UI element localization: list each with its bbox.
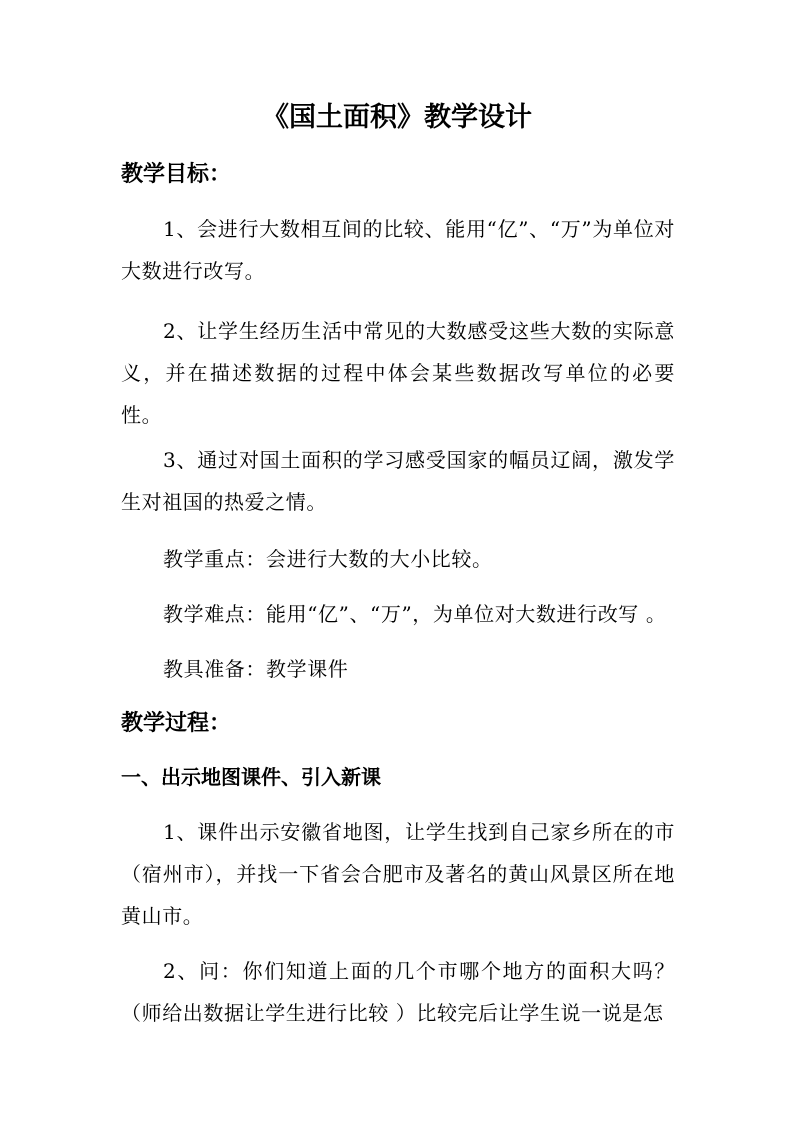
objective-1: 1、会进行大数相互间的比较、能用“亿”、“万”为单位对大数进行改写。 xyxy=(121,217,675,283)
objective-2: 2、让学生经历生活中常见的大数感受这些大数的实际意义，并在描述数据的过程中体会某些数据改写单位的必要性。 xyxy=(121,319,675,427)
section1-paragraph-1: 1、课件出示安徽省地图，让学生找到自己家乡所在的市（宿州市），并找一下省会合肥市及著名的黄山风景区所在地黄山市。 xyxy=(121,820,675,928)
document-title: 《国土面积》教学设计 xyxy=(262,102,532,133)
section1-heading: 一、出示地图课件、引入新课 xyxy=(121,765,381,789)
key-point: 教学重点：会进行大数的大小比较。 xyxy=(163,547,493,571)
materials: 教具准备：教学课件 xyxy=(163,657,349,681)
objective-3: 3、通过对国土面积的学习感受国家的幅员辽阔，激发学生对祖国的热爱之情。 xyxy=(121,448,675,514)
difficulty: 教学难点：能用“亿”、“万”，为单位对大数进行改写 。 xyxy=(163,602,667,626)
objectives-heading: 教学目标： xyxy=(121,161,232,187)
process-heading: 教学过程： xyxy=(121,710,232,736)
section1-paragraph-2: 2、问：你们知道上面的几个市哪个地方的面积大吗？（师给出数据让学生进行比较 ）比较完后让学生说一说是怎 xyxy=(121,959,675,1025)
